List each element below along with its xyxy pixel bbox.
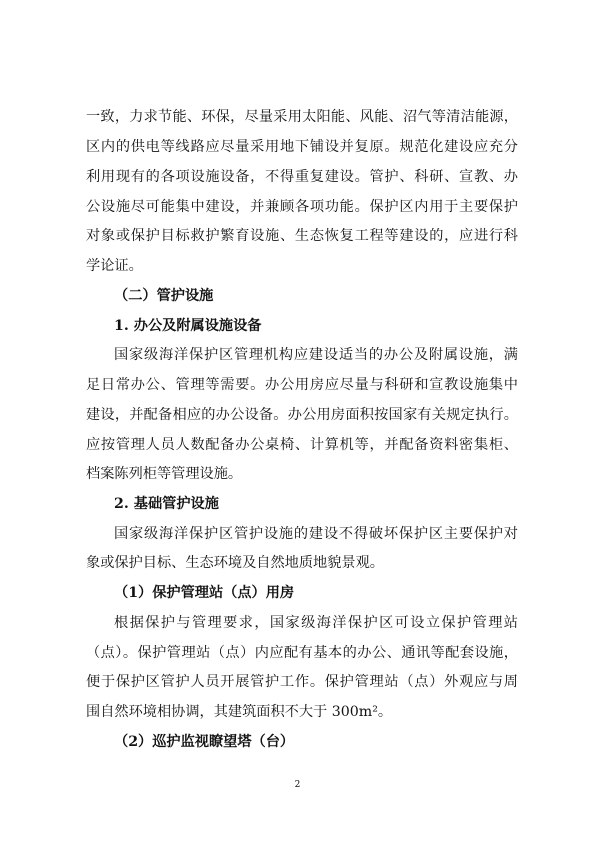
paragraph-line: 对象或保护目标救护繁育设施、生态恢复工程等建设的，应进行科 [86,228,518,244]
paragraph-line: 公设施尽可能集中建设，并兼顾各项功能。保护区内用于主要保护 [86,199,518,215]
paragraph-line: 围自然环境相协调，其建筑面积不大于 300m²。 [86,704,393,720]
paragraph-line: 建设，并配备相应的办公设备。办公用房面积按国家有关规定执行。 [86,407,518,423]
subsection-heading: 1. 办公及附属设施设备 [114,318,262,334]
paragraph-line: 应按管理人员人数配备办公桌椅、计算机等，并配备资料密集柜、 [86,437,518,453]
subsection-heading: 2. 基础管护设施 [114,496,219,512]
paragraph-line: 根据保护与管理要求，国家级海洋保护区可设立保护管理站 [114,615,518,631]
item-heading: （1）保护管理站（点）用房 [114,585,295,601]
paragraph-line: 学论证。 [86,258,143,274]
paragraph-line: 区内的供电等线路应尽量采用地下铺设并复原。规范化建设应充分 [86,139,518,155]
paragraph-line: 档案陈列柜等管理设施。 [86,466,243,482]
paragraph-line: 利用现有的各项设施设备，不得重复建设。管护、科研、宣教、办 [86,169,518,185]
page-number: 2 [294,780,301,790]
paragraph-line: （点）。保护管理站（点）内应配有基本的办公、通讯等配套设施， [86,645,518,661]
paragraph-line: 象或保护目标、生态环境及自然地质地貌景观。 [86,555,384,571]
paragraph-line: 国家级海洋保护区管理机构应建设适当的办公及附属设施，满 [114,347,518,363]
paragraph-line: 国家级海洋保护区管护设施的建设不得破坏保护区主要保护对 [114,526,518,542]
paragraph-line: 一致，力求节能、环保，尽量采用太阳能、风能、沼气等清洁能源， [86,109,518,125]
item-heading: （2）巡护监视瞭望塔（台） [114,734,295,750]
paragraph-line: 足日常办公、管理等需要。办公用房应尽量与科研和宣教设施集中 [86,377,518,393]
section-heading: （二）管护设施 [114,288,214,304]
paragraph-line: 便于保护区管护人员开展管护工作。保护管理站（点）外观应与周 [86,674,518,690]
